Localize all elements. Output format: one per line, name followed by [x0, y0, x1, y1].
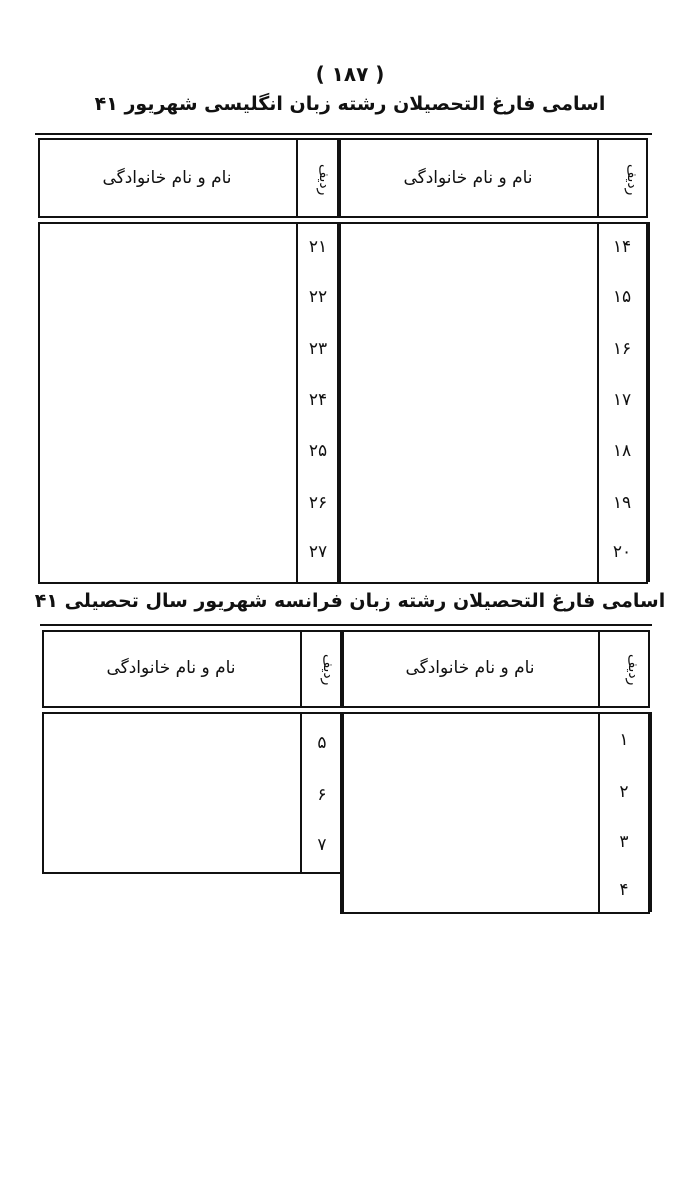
row-number: ۱۶ — [612, 339, 632, 359]
section1-body-top-rule — [38, 222, 648, 224]
section1-body-left-border — [38, 222, 40, 582]
page-number: ( ۱۸۷ ) — [315, 62, 385, 86]
section1-header-divider-2 — [337, 138, 341, 218]
section2-divider-3 — [598, 712, 600, 912]
section2-header-divider-2 — [340, 630, 344, 708]
row-number: ۱۴ — [612, 237, 632, 257]
section2-right-border — [648, 712, 652, 912]
section1-title: اسامی فارغ التحصیلان رشته زبان انگلیسی شهریور ۴۱ — [94, 93, 606, 115]
row-number: ۲۳ — [308, 339, 328, 359]
row-number: ۷ — [317, 835, 327, 855]
section2-header-name-right: نام و نام خانوادگی — [405, 658, 535, 678]
section2-left-bottom-rule — [42, 872, 342, 874]
section2-divider-1 — [300, 712, 302, 872]
section1-body-right-border — [646, 222, 650, 582]
row-number: ۲۱ — [308, 237, 328, 257]
section2-header-divider-1 — [300, 630, 302, 708]
row-number: ۱۷ — [612, 390, 632, 410]
section1-body-divider-2 — [337, 222, 341, 582]
section2-title-rule — [40, 624, 652, 626]
row-number: ۳ — [619, 832, 629, 852]
section1-header-divider-1 — [296, 138, 298, 218]
row-number: ۶ — [317, 785, 327, 805]
row-number: ۲۰ — [612, 542, 632, 562]
row-number: ۵ — [317, 733, 327, 753]
section1-header-radif-right: ردیف — [624, 164, 640, 196]
section2-title: اسامی فارغ التحصیلان رشته زبان فرانسه شهریور سال تحصیلی ۴۱ — [34, 590, 666, 612]
section2-header-name-left: نام و نام خانوادگی — [106, 658, 236, 678]
row-number: ۱۸ — [612, 441, 632, 461]
row-number: ۱۹ — [612, 493, 632, 513]
row-number: ۱ — [619, 730, 629, 750]
section2-header-radif-right: ردیف — [625, 654, 641, 686]
section2-header-divider-3 — [598, 630, 600, 708]
section1-body-divider-3 — [597, 222, 599, 582]
row-number: ۱۵ — [612, 287, 632, 307]
section1-body-bottom-rule — [38, 582, 648, 584]
section1-header-radif-left: ردیف — [316, 164, 332, 196]
section1-header-divider-3 — [597, 138, 599, 218]
section2-left-border — [42, 712, 44, 872]
row-number: ۲۶ — [308, 493, 328, 513]
row-number: ۲۷ — [308, 542, 328, 562]
section1-title-rule — [35, 133, 652, 135]
section1-header-name-left: نام و نام خانوادگی — [102, 168, 232, 188]
row-number: ۲۴ — [308, 390, 328, 410]
section2-right-bottom-rule — [340, 912, 650, 914]
section2-divider-2 — [340, 712, 344, 912]
section2-header-radif-left: ردیف — [320, 654, 336, 686]
section1-body-divider-1 — [296, 222, 298, 582]
row-number: ۲۵ — [308, 441, 328, 461]
row-number: ۲۲ — [308, 287, 328, 307]
row-number: ۴ — [619, 880, 629, 900]
section1-header-name-right: نام و نام خانوادگی — [403, 168, 533, 188]
row-number: ۲ — [619, 782, 629, 802]
section2-body-top-rule — [42, 712, 650, 714]
